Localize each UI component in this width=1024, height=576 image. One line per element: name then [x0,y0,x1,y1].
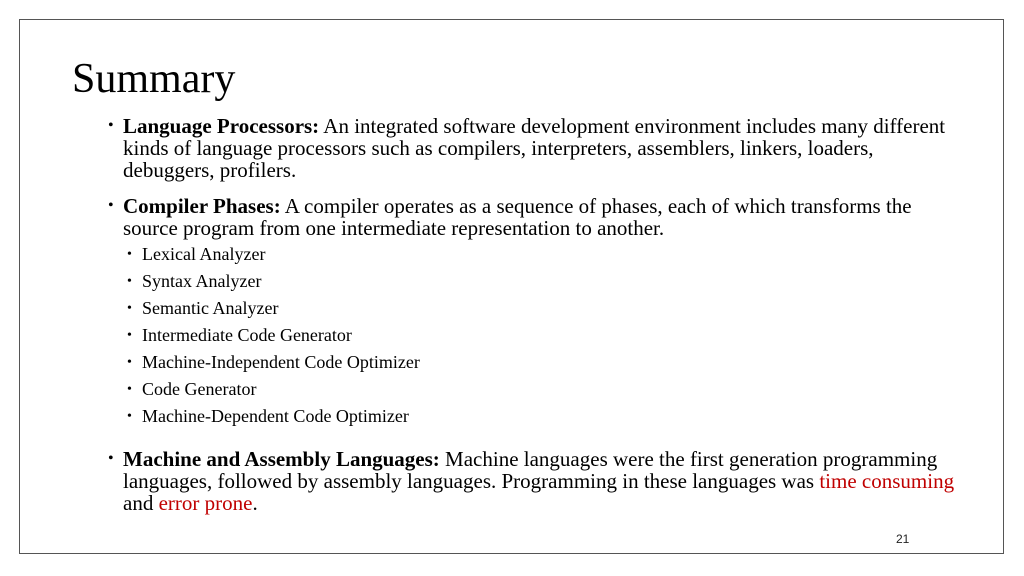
list-item-label: Syntax Analyzer [142,271,262,291]
page-number: 21 [896,532,910,546]
bullet-text: A compiler operates as a sequence of phases, each of which transforms the source program from one intermediate representation to another. [123,194,912,240]
bullet-label: Compiler Phases: [123,194,281,218]
slide-content [104,115,964,528]
bullet-icon: • [127,274,132,289]
bullet-text-middle: and [123,491,159,515]
bullet-icon: • [127,382,132,397]
bullet-icon: • [127,247,132,262]
bullet-label: Language Processors: [123,114,320,138]
list-item [123,322,964,349]
bullet-machine-assembly-languages [104,448,964,514]
bullet-text: An integrated software development environment includes many different kinds of language processors such as compilers, interpreters, assemblers, linkers, loaders, debuggers, profilers. [123,114,946,182]
list-item [123,349,964,376]
bullet-language-processors [104,115,964,181]
list-item-label: Code Generator [142,379,257,399]
bullet-icon: • [127,409,132,424]
bullet-icon: • [127,355,132,370]
bullet-icon: • [108,197,114,214]
bullet-text: Machine languages were the first generation programming languages, followed by assembly languages. Programming in these languages was [123,447,938,493]
bullet-label: Machine and Assembly Languages: [123,447,440,471]
list-item-label: Machine-Dependent Code Optimizer [142,406,409,426]
list-item [123,295,964,322]
compiler-phases-list [123,241,964,430]
highlight-time-consuming: time consuming [819,469,955,493]
bullet-text-end: . [252,491,258,515]
slide-title: Summary [72,56,236,102]
list-item-label: Intermediate Code Generator [142,325,352,345]
list-item [123,241,964,268]
bullet-icon: • [108,450,114,467]
bullet-icon: • [127,301,132,316]
list-item [123,403,964,430]
bullet-icon: • [127,328,132,343]
list-item-label: Lexical Analyzer [142,244,266,264]
list-item-label: Machine-Independent Code Optimizer [142,352,420,372]
list-item [123,268,964,295]
highlight-error-prone: error prone [158,491,253,515]
list-item [123,376,964,403]
bullet-icon: • [108,117,114,134]
list-item-label: Semantic Analyzer [142,298,279,318]
bullet-compiler-phases [104,195,964,430]
